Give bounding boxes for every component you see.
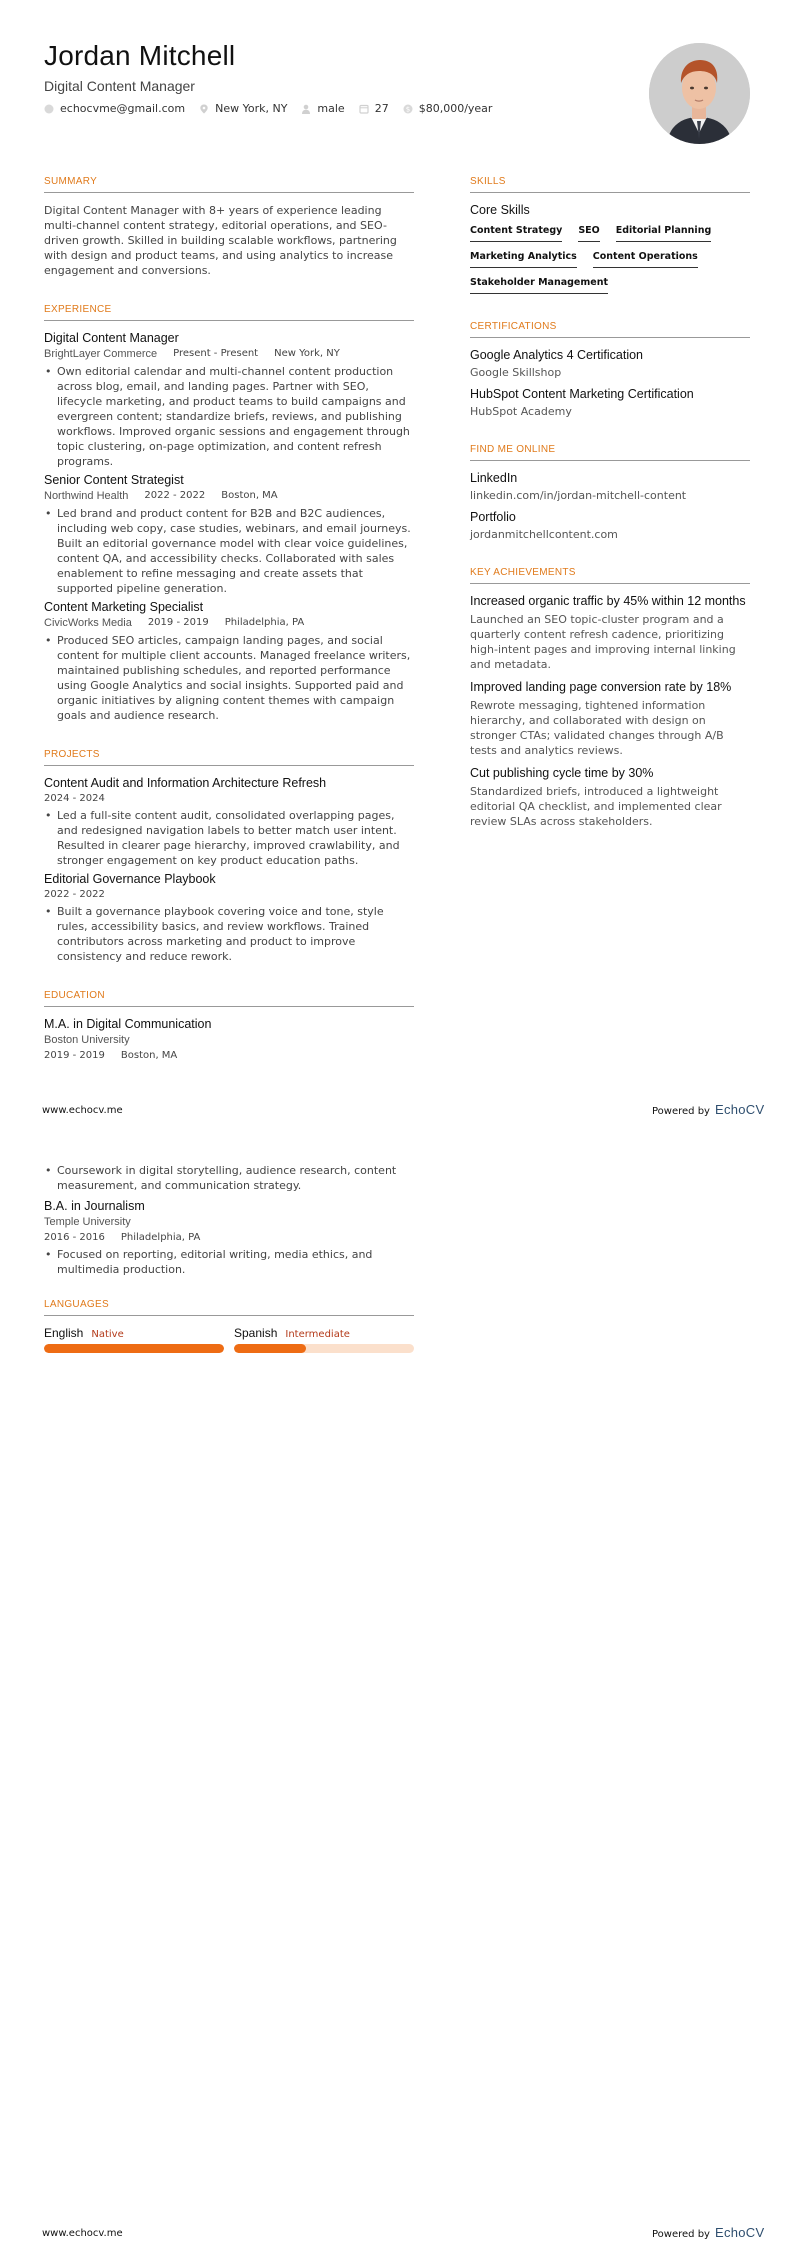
language-name: English: [44, 1326, 84, 1340]
email-icon: [44, 104, 54, 114]
education-school: Boston University: [44, 1034, 130, 1046]
footer-powered: [652, 2225, 764, 2240]
left-column: [44, 1163, 414, 1353]
job-meta: [44, 490, 414, 502]
job-company: CivicWorks Media: [44, 617, 132, 629]
education-item: [44, 1199, 414, 1277]
projects-title: PROJECTS: [44, 749, 414, 766]
calendar-icon: [359, 104, 369, 114]
contact-salary: [403, 102, 493, 115]
education-school: Temple University: [44, 1216, 131, 1228]
languages-title: LANGUAGES: [44, 1299, 414, 1316]
online-label: LinkedIn: [470, 471, 518, 485]
education-section: [44, 990, 414, 1061]
language-item: [234, 1326, 414, 1353]
project-name: Content Audit and Information Architecture Refresh: [44, 776, 327, 790]
education-item: [44, 1017, 414, 1061]
project-item: [44, 872, 414, 964]
footer-powered: [652, 1102, 764, 1117]
contact-location-text: New York, NY: [215, 102, 288, 115]
left-column: [44, 176, 414, 1065]
candidate-name: Jordan Mitchell: [44, 40, 236, 71]
portfolio-link[interactable]: jordanmitchellcontent.com: [470, 528, 618, 541]
skill-chip: Editorial Planning: [616, 223, 712, 242]
certification-name: HubSpot Content Marketing Certification: [470, 387, 694, 401]
contact-row: [44, 102, 506, 115]
skill-chip: SEO: [578, 223, 599, 242]
candidate-title: Digital Content Manager: [44, 78, 195, 94]
project-item: [44, 776, 414, 868]
achievements-section: [470, 567, 750, 829]
footer-site-link[interactable]: www.echocv.me: [42, 1105, 123, 1116]
online-section: [470, 444, 750, 541]
contact-location: [199, 102, 287, 115]
education-school-row: [44, 1216, 414, 1228]
job-bullet-text: Produced SEO articles, campaign landing pages, and social content for multiple client accounts. Managed freelance writers, maintained publishing schedules, and reported performance using Google Analytics and social insights. Supported paid and organic initiatives by aligning content themes with campaign goals and audience research.: [57, 634, 411, 722]
education-bullet: • Focused on reporting, editorial writing, media ethics, and multimedia production.: [44, 1247, 414, 1277]
online-title: FIND ME ONLINE: [470, 444, 750, 461]
experience-item: [44, 600, 414, 723]
skills-group-name: Core Skills: [470, 203, 530, 217]
job-role: Digital Content Manager: [44, 331, 179, 345]
job-bullet-text: Own editorial calendar and multi-channel content production across blog, email, and landing pages. Partner with SEO, lifecycle marketing, and product teams to build campaigns and evergreen content; standardize briefs, reviews, and publishing workflows. Improved organic sessions and engagement through topic clustering, on-page optimization, and content refresh programs.: [57, 365, 410, 468]
achievements-title: KEY ACHIEVEMENTS: [470, 567, 750, 584]
language-proficiency-bar: [44, 1344, 224, 1353]
job-meta: [44, 617, 414, 629]
certification-name: Google Analytics 4 Certification: [470, 348, 644, 362]
skills-list: [470, 223, 750, 301]
education-bullet-text: Focused on reporting, editorial writing, media ethics, and multimedia production.: [57, 1248, 373, 1276]
language-name: Spanish: [234, 1326, 278, 1340]
experience-item: [44, 473, 414, 596]
job-dates: 2022 - 2022: [144, 490, 206, 501]
achievement-title: Cut publishing cycle time by 30%: [470, 766, 654, 780]
job-company: Northwind Health: [44, 490, 129, 502]
summary-text: Digital Content Manager with 8+ years of experience leading multi-channel content strategy, editorial operations, and SEO-driven growth. Skilled in building scalable workflows, partnering with design and product teams, and using analytics to increase engagement and conversions.: [44, 204, 397, 277]
education-degree: B.A. in Journalism: [44, 1199, 145, 1213]
project-bullet-text: Built a governance playbook covering voice and tone, style rules, accessibility basics, and review workflows. Trained contributors across marketing and product to improve consistency and reduce rework.: [57, 905, 384, 963]
education-school-row: [44, 1034, 414, 1046]
contact-age: [359, 102, 389, 115]
certifications-section: [470, 321, 750, 418]
skills-section: [470, 176, 750, 301]
education-location: Philadelphia, PA: [120, 1232, 201, 1243]
project-dates: 2022 - 2022: [44, 889, 105, 900]
job-bullet: • Own editorial calendar and multi-channel content production across blog, email, and landing pages. Partner with SEO, lifecycle marketing, and product teams to build campaigns and evergreen content; standardize briefs, reviews, and publishing workflows. Improved organic sessions and engagement through topic clustering, on-page optimization, and content refresh programs.: [44, 364, 414, 469]
salary-icon: [403, 104, 413, 114]
contact-email[interactable]: [44, 102, 185, 115]
language-item: [44, 1326, 224, 1353]
footer-site-link[interactable]: www.echocv.me: [42, 2228, 123, 2239]
languages-list: [44, 1326, 414, 1353]
skill-chip: Content Strategy: [470, 223, 562, 242]
job-role: Senior Content Strategist: [44, 473, 184, 487]
skills-title: SKILLS: [470, 176, 750, 193]
footer-powered-text: Powered by: [652, 2229, 710, 2240]
job-location: Boston, MA: [221, 490, 278, 501]
language-proficiency-fill: [44, 1344, 224, 1353]
education-dates: 2019 - 2019: [44, 1050, 105, 1061]
language-level: Native: [91, 1329, 124, 1340]
education-meta: [44, 1232, 414, 1243]
education-dates: 2016 - 2016: [44, 1232, 105, 1243]
achievement-description: Standardized briefs, introduced a lightweight editorial QA checklist, and implemented clear review SLAs across stakeholders.: [470, 785, 722, 828]
education-bullet: • Coursework in digital storytelling, audience research, content measurement, and communication strategy.: [44, 1163, 414, 1193]
education-title: EDUCATION: [44, 990, 414, 1007]
education-location: Boston, MA: [120, 1050, 178, 1061]
achievement-description: Launched an SEO topic-cluster program and a quarterly content refresh cadence, prioritizing high-intent pages and improving internal linking and metadata.: [470, 613, 736, 671]
location-icon: [199, 104, 209, 114]
person-icon: [301, 104, 311, 114]
echocv-logo[interactable]: EchoCV: [714, 1102, 765, 1117]
contact-salary-text: $80,000/year: [418, 102, 493, 115]
job-meta: [44, 348, 414, 360]
achievement-description: Rewrote messaging, tightened information hierarchy, and collaborated with design on stronger CTAs; validated changes through A/B tests and analytics reviews.: [470, 699, 724, 757]
footer-powered-text: Powered by: [652, 1106, 710, 1117]
skill-chip: Marketing Analytics: [470, 249, 577, 268]
experience-title: EXPERIENCE: [44, 304, 414, 321]
svg-text:$: $: [405, 105, 410, 114]
achievement-title: Improved landing page conversion rate by 18%: [470, 680, 732, 694]
language-level: Intermediate: [285, 1329, 350, 1340]
projects-section: [44, 749, 414, 964]
project-bullet: • Led a full-site content audit, consolidated overlapping pages, and redesigned navigation labels to better match user intent. Resulted in clearer page hierarchy, improved crawlability, and stronger engagement on key product education paths.: [44, 808, 414, 868]
job-location: New York, NY: [274, 348, 340, 359]
project-name: Editorial Governance Playbook: [44, 872, 216, 886]
education-bullet-text: Coursework in digital storytelling, audience research, content measurement, and communication strategy.: [57, 1164, 397, 1192]
skill-chip: Stakeholder Management: [470, 275, 608, 294]
job-role: Content Marketing Specialist: [44, 600, 204, 614]
job-bullet-text: Led brand and product content for B2B and B2C audiences, including web copy, case studies, webinars, and email journeys. Built an editorial governance model with clear voice guidelines, content QA, and accessibility checks. Collaborated with sales enablement to refine messaging and create assets that supported pipeline generation.: [57, 507, 411, 595]
language-proficiency-bar: [234, 1344, 414, 1353]
project-bullet-text: Led a full-site content audit, consolidated overlapping pages, and redesigned navigation labels to better match user intent. Resulted in clearer page hierarchy, improved crawlability, and stronger engagement on key product education paths.: [57, 809, 400, 867]
project-dates: 2024 - 2024: [44, 793, 105, 804]
job-company: BrightLayer Commerce: [44, 348, 158, 360]
skill-chip: Content Operations: [593, 249, 698, 268]
online-label: Portfolio: [470, 510, 516, 524]
job-dates: Present - Present: [173, 348, 259, 359]
certification-issuer: HubSpot Academy: [470, 405, 572, 418]
languages-section: [44, 1299, 414, 1353]
project-meta: [44, 889, 414, 900]
experience-item: [44, 331, 414, 469]
certifications-title: CERTIFICATIONS: [470, 321, 750, 338]
echocv-logo[interactable]: EchoCV: [714, 2225, 765, 2240]
linkedin-link[interactable]: linkedin.com/in/jordan-mitchell-content: [470, 489, 687, 502]
project-meta: [44, 793, 414, 804]
certification-issuer: Google Skillshop: [470, 366, 562, 379]
education-degree: M.A. in Digital Communication: [44, 1017, 212, 1031]
resume-page-2: [0, 1123, 794, 2246]
experience-section: [44, 304, 414, 723]
contact-gender-text: male: [317, 102, 345, 115]
right-column: [470, 176, 750, 837]
education-meta: [44, 1050, 414, 1061]
job-bullet: • Led brand and product content for B2B and B2C audiences, including web copy, case studies, webinars, and email journeys. Built an editorial governance model with clear voice guidelines, content QA, and accessibility checks. Collaborated with sales enablement to refine messaging and create assets that supported pipeline generation.: [44, 506, 414, 596]
language-proficiency-fill: [234, 1344, 306, 1353]
contact-email-text: echocvme@gmail.com: [60, 102, 186, 115]
job-dates: 2019 - 2019: [147, 617, 209, 628]
contact-gender: [301, 102, 344, 115]
achievement-title: Increased organic traffic by 45% within 12 months: [470, 594, 746, 608]
summary-section: [44, 176, 414, 278]
profile-photo: [649, 43, 750, 144]
project-bullet: • Built a governance playbook covering voice and tone, style rules, accessibility basics, and review workflows. Trained contributors across marketing and product to improve consistency and reduce rework.: [44, 904, 414, 964]
job-bullet: • Produced SEO articles, campaign landing pages, and social content for multiple client accounts. Managed freelance writers, maintained publishing schedules, and reported performance using Google Analytics and social insights. Supported paid and organic initiatives by aligning content themes with campaign goals and audience research.: [44, 633, 414, 723]
job-location: Philadelphia, PA: [224, 617, 305, 628]
contact-age-text: 27: [374, 102, 389, 115]
summary-title: SUMMARY: [44, 176, 414, 193]
